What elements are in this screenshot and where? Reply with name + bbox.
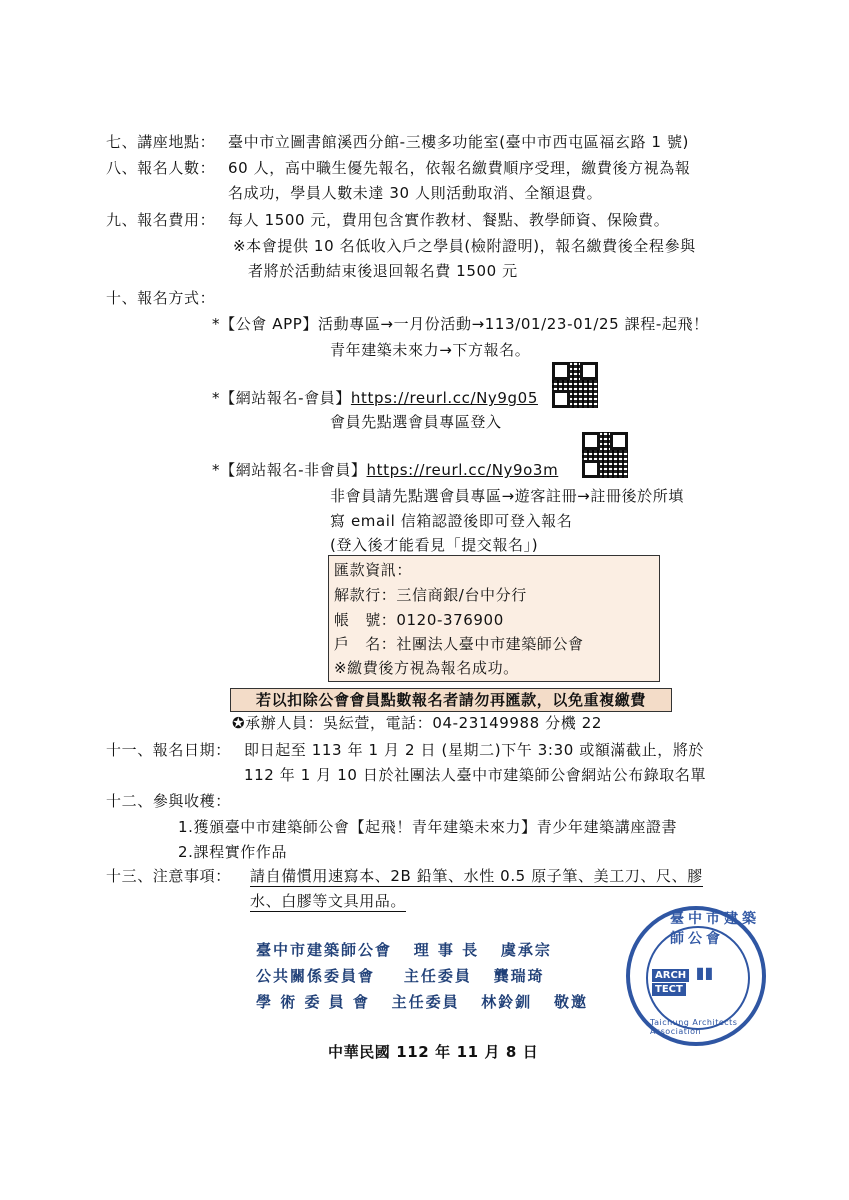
method-label: 十、報名方式： bbox=[106, 289, 216, 307]
count-label: 八、報名人數： bbox=[106, 159, 216, 177]
seal-chinese-text: 臺中市建築師公會 bbox=[670, 911, 760, 947]
signature-row-2 bbox=[256, 966, 545, 986]
remit-note: ※繳費後方視為報名成功。 bbox=[334, 659, 519, 677]
fee-line-3: 者將於活動結束後退回報名費 1500 元 bbox=[248, 262, 518, 280]
remit-title: 匯款資訊： bbox=[334, 561, 413, 579]
signature-name: 虞承宗 bbox=[500, 941, 552, 959]
fee-line-2: ※本會提供 10 名低收入戶之學員(檢附證明)，報名繳費後全程參與 bbox=[233, 237, 696, 255]
nonmember-prefix: *【網站報名-非會員】 bbox=[212, 461, 367, 479]
deadline-label: 十一、報名日期： bbox=[106, 741, 231, 759]
member-note: 會員先點選會員專區登入 bbox=[330, 413, 502, 431]
notes-line-1: 請自備慣用速寫本、2B 鉛筆、水性 0.5 原子筆、美工刀、尺、膠 bbox=[250, 867, 703, 885]
qr-code-nonmember[interactable] bbox=[582, 432, 628, 478]
app-line-2: 青年建築未來力→下方報名。 bbox=[330, 341, 531, 359]
deadline-line-2: 112 年 1 月 10 日於社團法人臺中市建築師公會網站公布錄取名單 bbox=[244, 766, 707, 784]
count-line-1: 60 人，高中職生優先報名，依報名繳費順序受理，繳費後方視為報 bbox=[228, 159, 691, 177]
issue-date: 中華民國 112 年 11 月 8 日 bbox=[328, 1043, 539, 1061]
signature-row-1 bbox=[256, 940, 552, 960]
nonmember-row bbox=[212, 460, 558, 480]
signature-title: 主任委員 bbox=[391, 993, 460, 1011]
seal-english-text: Taichung Architects Association bbox=[650, 1018, 738, 1036]
member-row bbox=[212, 388, 538, 408]
rewards-label: 十二、參與收穫： bbox=[106, 792, 231, 810]
deadline-line-1: 即日起至 113 年 1 月 2 日 (星期二)下午 3:30 或額滿截止，將於 bbox=[244, 741, 705, 759]
remit-name: 戶 名：社團法人臺中市建築師公會 bbox=[334, 635, 584, 653]
signature-org: 學 術 委 員 會 bbox=[256, 993, 370, 1011]
nonmember-link[interactable]: https://reurl.cc/Ny9o3m bbox=[366, 461, 559, 479]
nonmember-note-3: (登入後才能看見「提交報名」) bbox=[330, 536, 539, 554]
nonmember-note-2: 寫 email 信箱認證後即可登入報名 bbox=[330, 512, 573, 530]
signature-org: 公共關係委員會 bbox=[256, 967, 376, 985]
count-line-2: 名成功，學員人數未達 30 人則活動取消、全額退費。 bbox=[228, 184, 603, 202]
qr-code-member[interactable] bbox=[552, 362, 598, 408]
contact-line: ✪承辦人員：吳紜萱，電話：04-23149988 分機 22 bbox=[232, 714, 603, 732]
member-prefix: *【網站報名-會員】 bbox=[212, 389, 351, 407]
notes-line-2: 水、白膠等文具用品。 bbox=[250, 892, 407, 910]
seal-arch-left: ARCH bbox=[652, 969, 689, 982]
app-line-1: *【公會 APP】活動專區→一月份活動→113/01/23-01/25 課程-起飛！ bbox=[212, 315, 709, 333]
signature-extra: 敬邀 bbox=[553, 993, 588, 1011]
seal-arch-mark bbox=[652, 962, 742, 995]
signature-row-3 bbox=[256, 992, 588, 1012]
rewards-item-1: 1.獲頒臺中市建築師公會【起飛！青年建築未來力】青少年建築講座證書 bbox=[178, 818, 678, 836]
member-link[interactable]: https://reurl.cc/Ny9g05 bbox=[350, 389, 538, 407]
venue-label: 七、講座地點： bbox=[106, 133, 216, 151]
no-duplicate-payment-banner: 若以扣除公會會員點數報名者請勿再匯款，以免重複繳費 bbox=[230, 688, 672, 712]
fee-line-1: 每人 1500 元，費用包含實作教材、餐點、教學師資、保險費。 bbox=[228, 211, 670, 229]
signature-org: 臺中市建築師公會 bbox=[256, 941, 393, 959]
seal-arch-right: TECT bbox=[652, 983, 686, 996]
signature-name: 林鈴釧 bbox=[481, 993, 533, 1011]
notes-label: 十三、注意事項： bbox=[106, 867, 231, 885]
fee-label: 九、報名費用： bbox=[106, 211, 216, 229]
remit-account: 帳 號：0120-376900 bbox=[334, 611, 504, 629]
association-seal-icon bbox=[626, 906, 766, 1046]
signature-name: 龔瑞琦 bbox=[493, 967, 545, 985]
signature-title: 主任委員 bbox=[403, 967, 472, 985]
venue-value: 臺中市立圖書館溪西分館-三樓多功能室(臺中市西屯區福玄路 1 號) bbox=[228, 133, 689, 151]
signature-title: 理 事 長 bbox=[413, 941, 480, 959]
rewards-item-2: 2.課程實作作品 bbox=[178, 843, 288, 861]
remit-bank: 解款行：三信商銀/台中分行 bbox=[334, 586, 527, 604]
nonmember-note-1: 非會員請先點選會員專區→遊客註冊→註冊後於所填 bbox=[330, 487, 684, 505]
seal-pillar-icon: ▮▮ bbox=[695, 963, 714, 982]
